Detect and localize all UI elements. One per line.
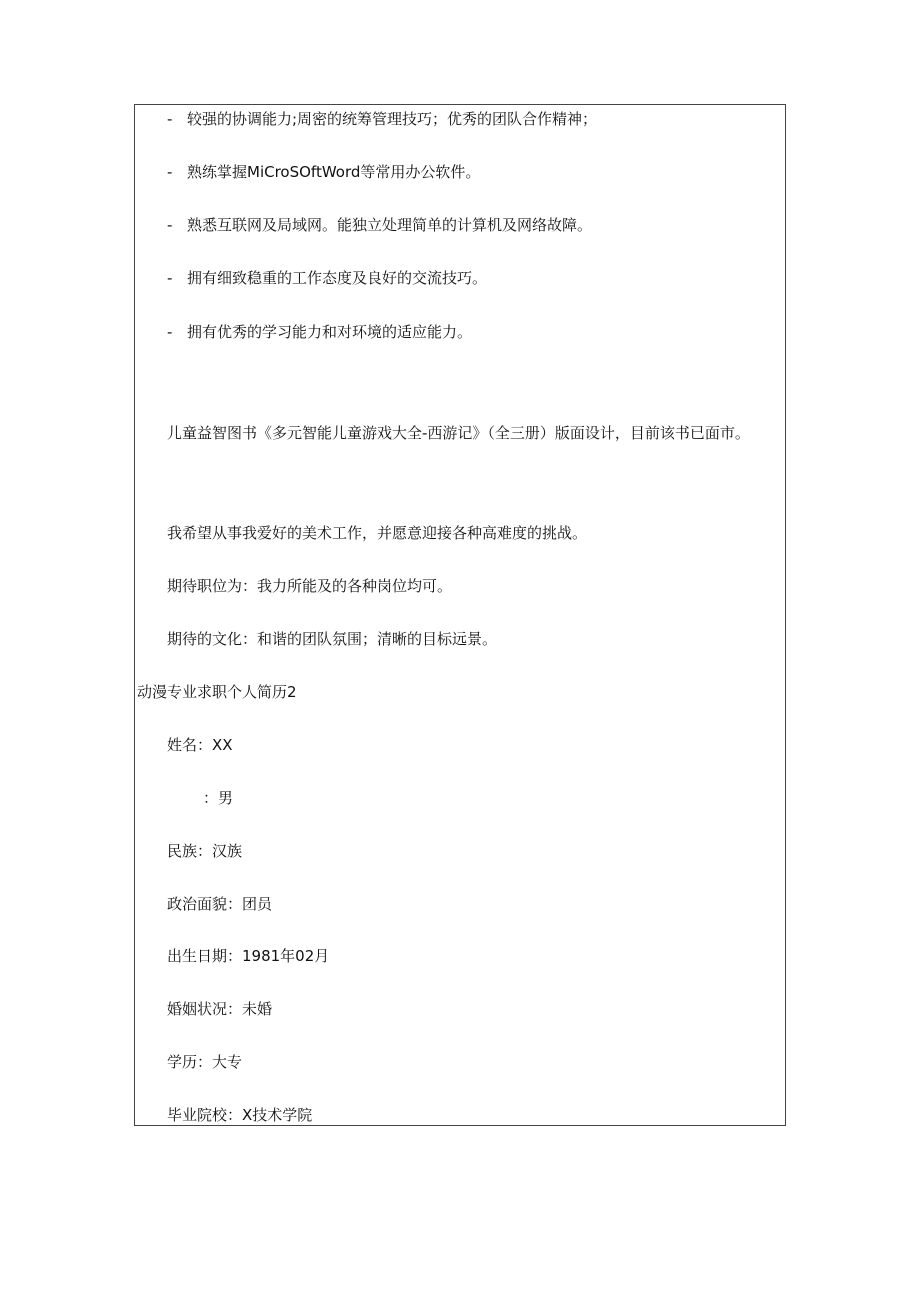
profile-political-status: 政治面貌：团员 (167, 895, 273, 913)
skill-item (167, 215, 592, 235)
profile-marital-status: 婚姻状况：未婚 (167, 1000, 273, 1018)
bullet-marker: - (167, 216, 173, 234)
skill-item (167, 322, 472, 342)
profile-school: 毕业院校：X技术学院 (167, 1106, 313, 1124)
skill-item (167, 268, 487, 288)
expected-position: 期待职位为：我力所能及的各种岗位均可。 (167, 577, 453, 595)
bullet-marker: - (167, 269, 173, 287)
skill-text: 熟悉互联网及局域网。能独立处理简单的计算机及网络故障。 (187, 216, 593, 234)
skill-text: 熟练掌握MiCroSOftWord等常用办公软件。 (187, 163, 481, 181)
skill-text: 较强的协调能力;周密的统筹管理技巧；优秀的团队合作精神； (187, 110, 598, 128)
profile-ethnicity: 民族：汉族 (167, 842, 243, 860)
skill-text: 拥有优秀的学习能力和对环境的适应能力。 (187, 323, 473, 341)
profile-education: 学历：大专 (167, 1053, 243, 1071)
skill-text: 拥有细致稳重的工作态度及良好的交流技巧。 (187, 269, 488, 287)
bullet-marker: - (167, 163, 173, 181)
skill-item (167, 162, 480, 182)
resume-title: 动漫专业求职个人简历2 (137, 683, 297, 701)
career-goal: 我希望从事我爱好的美术工作，并愿意迎接各种高难度的挑战。 (167, 524, 588, 542)
profile-birth-date: 出生日期：1981年02月 (167, 947, 330, 965)
bullet-marker: - (167, 323, 173, 341)
expected-culture: 期待的文化：和谐的团队氛围；清晰的目标远景。 (167, 630, 498, 648)
bullet-marker: - (167, 110, 173, 128)
skill-item (167, 109, 597, 129)
profile-name: 姓名：XX (167, 736, 233, 754)
profile-gender: ：男 (203, 789, 234, 807)
portfolio-text: 儿童益智图书《多元智能儿童游戏大全-西游记》（全三册）版面设计，目前该书已面市。 (167, 424, 750, 442)
document-frame (134, 104, 786, 1126)
